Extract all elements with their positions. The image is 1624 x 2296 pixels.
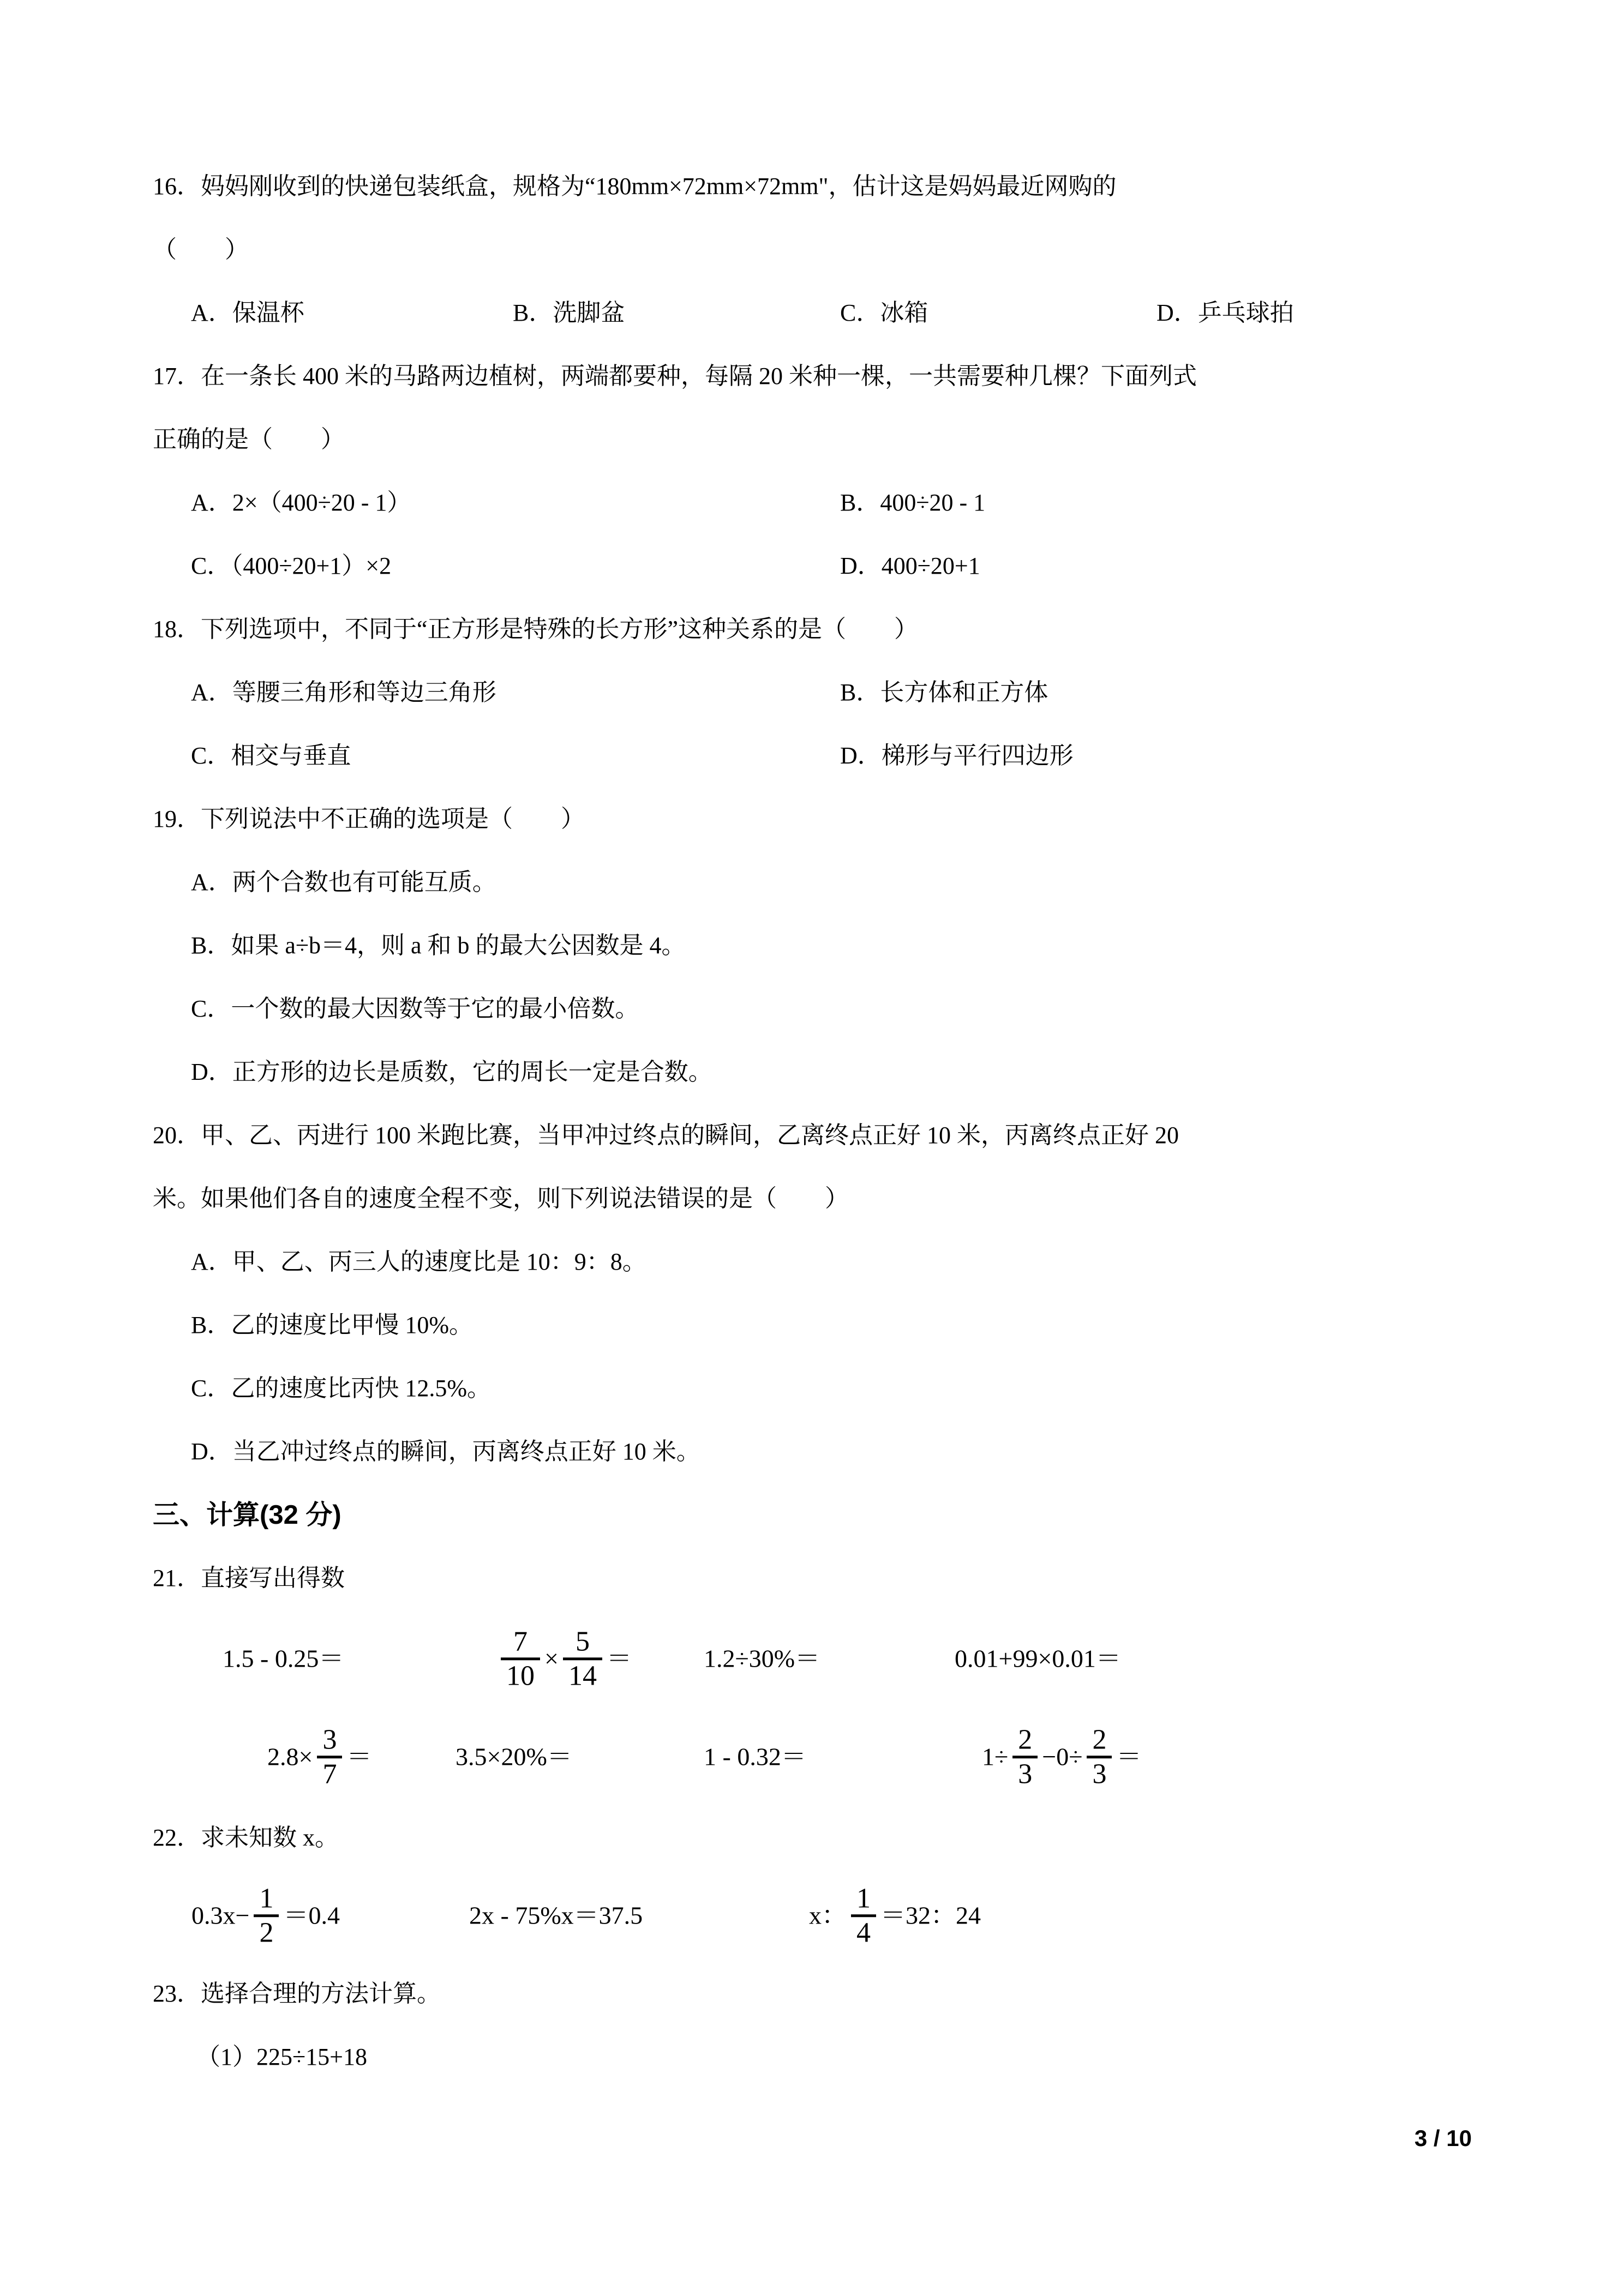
math-text: ×	[544, 1644, 559, 1673]
q21-expression-2	[496, 1626, 632, 1692]
question-22-line-1: 22．求未知数 x。	[153, 1824, 339, 1851]
question-17-line-2: 正确的是（ ）	[153, 426, 345, 453]
question-18-option-d: D．梯形与平行四边形	[840, 742, 1074, 769]
fraction	[851, 1883, 876, 1949]
q21-expression-6	[456, 1744, 572, 1771]
question-17-option-d: D．400÷20+1	[840, 552, 980, 579]
question-20-option-a-row	[153, 1230, 1478, 1294]
question-18-option-b: B．长方体和正方体	[840, 679, 1048, 706]
fraction-numerator: 1	[856, 1883, 871, 1914]
question-20-line-1: 20．甲、乙、丙进行 100 米跑比赛，当甲冲过终点的瞬间，乙离终点正好 10 米，丙离终点正好 20	[153, 1122, 1179, 1149]
question-19-option-b: B．如果 a÷b＝4，则 a 和 b 的最大公因数是 4。	[191, 932, 686, 959]
question-23-item-1: （1）225÷15+18	[196, 2043, 367, 2070]
question-16-options	[153, 281, 1478, 345]
math-text: 1.2÷30%＝	[704, 1644, 820, 1673]
question-18-option-c: C．相交与垂直	[191, 742, 351, 769]
question-19-option-d: D．正方形的边长是质数，它的周长一定是合数。	[191, 1059, 712, 1085]
fraction-numerator: 2	[1092, 1724, 1107, 1756]
question-17-option-a: A．2×（400÷20 - 1）	[191, 489, 411, 516]
question-21-row-2	[153, 1708, 1478, 1806]
question-20-option-d: D．当乙冲过终点的瞬间，丙离终点正好 10 米。	[191, 1438, 700, 1465]
fraction-denominator: 14	[563, 1658, 602, 1692]
question-20-option-d-row	[153, 1420, 1478, 1483]
question-21-row-1	[153, 1610, 1478, 1708]
page-number-current: 3	[1414, 2125, 1428, 2151]
math-text: 1÷	[982, 1742, 1009, 1771]
question-18-options-row-2	[153, 724, 1478, 788]
question-17-options-row-1	[153, 471, 1478, 534]
q22-equation-2	[469, 1902, 643, 1930]
question-20-option-b: B．乙的速度比甲慢 10%。	[191, 1312, 473, 1338]
page-number-total: 10	[1446, 2125, 1472, 2151]
fraction-numerator: 5	[575, 1626, 590, 1657]
fraction-denominator: 4	[851, 1915, 876, 1949]
fraction-denominator: 3	[1087, 1756, 1112, 1790]
math-text: 2.8×	[267, 1742, 313, 1771]
math-text: ＝	[1116, 1742, 1142, 1771]
fraction-denominator: 3	[1012, 1756, 1038, 1790]
question-16-line-1: 16．妈妈刚收到的快递包装纸盒，规格为“180mm×72mm×72mm"，估计这是妈妈最近网购的	[153, 173, 1117, 200]
fraction	[501, 1626, 540, 1692]
question-19-option-c-row	[153, 977, 1478, 1041]
fraction-denominator: 7	[317, 1756, 342, 1790]
fraction	[563, 1626, 602, 1692]
question-23-item-1-row	[153, 2025, 1478, 2089]
question-20-option-b-row	[153, 1294, 1478, 1357]
question-19-line-1: 19．下列说法中不正确的选项是（ ）	[153, 806, 585, 832]
section-header-calculation: 三、计算(32 分)	[153, 1500, 341, 1530]
fraction-numerator: 1	[259, 1883, 274, 1914]
question-17-options-row-2	[153, 534, 1478, 598]
q22-equation-3	[809, 1883, 981, 1949]
math-text: 0.01+99×0.01＝	[955, 1644, 1121, 1673]
question-19-option-a-row	[153, 851, 1478, 914]
question-16-option-b: B．洗脚盆	[513, 299, 625, 326]
exam-content	[153, 155, 1478, 2089]
question-19-option-c: C．一个数的最大因数等于它的最小倍数。	[191, 995, 639, 1022]
math-text: 3.5×20%＝	[456, 1742, 572, 1771]
question-22-row	[153, 1870, 1478, 1962]
question-20-line-2: 米。如果他们各自的速度全程不变，则下列说法错误的是（ ）	[153, 1185, 849, 1212]
fraction-denominator: 10	[501, 1658, 540, 1692]
question-20-option-c-row	[153, 1357, 1478, 1420]
q21-expression-7	[704, 1744, 806, 1771]
math-text: ＝	[606, 1644, 632, 1673]
fraction-numerator: 2	[1018, 1724, 1033, 1756]
math-text: 1.5 - 0.25＝	[223, 1644, 344, 1673]
question-17-option-c: C．（400÷20+1）×2	[191, 552, 392, 579]
question-23-line-1: 23．选择合理的方法计算。	[153, 1980, 441, 2007]
question-17-option-b: B．400÷20 - 1	[840, 489, 986, 516]
page-number-separator: /	[1427, 2125, 1447, 2151]
question-19-option-d-row	[153, 1041, 1478, 1104]
math-text: ＝32：24	[880, 1901, 981, 1930]
q21-expression-4	[955, 1645, 1121, 1673]
fraction-denominator: 2	[254, 1915, 279, 1949]
q21-expression-8	[982, 1724, 1141, 1790]
question-19-option-b-row	[153, 914, 1478, 977]
math-text: −0÷	[1042, 1742, 1083, 1771]
question-16-option-c: C．冰箱	[840, 299, 928, 326]
math-text: 2x - 75%x＝37.5	[469, 1901, 643, 1930]
math-text: x：	[809, 1901, 847, 1930]
fraction	[317, 1724, 342, 1790]
page-number	[1415, 2126, 1472, 2151]
fraction-numerator: 7	[513, 1626, 528, 1657]
fraction	[1012, 1724, 1038, 1790]
q21-expression-3	[704, 1645, 820, 1673]
fraction	[254, 1883, 279, 1949]
question-18-line-1: 18．下列选项中，不同于“正方形是特殊的长方形”这种关系的是（ ）	[153, 616, 919, 642]
q21-expression-5	[267, 1724, 371, 1790]
math-text: 0.3x−	[191, 1901, 250, 1930]
question-20-option-a: A．甲、乙、丙三人的速度比是 10：9：8。	[191, 1248, 646, 1275]
question-20-option-c: C．乙的速度比丙快 12.5%。	[191, 1375, 491, 1402]
q21-expression-1	[223, 1645, 344, 1673]
q22-equation-1	[191, 1883, 340, 1949]
question-18-options-row-1	[153, 661, 1478, 724]
math-text: ＝	[346, 1742, 372, 1771]
question-19-option-a: A．两个合数也有可能互质。	[191, 869, 496, 895]
question-16-option-d: D．乒乓球拍	[1156, 299, 1294, 326]
question-17-line-1: 17．在一条长 400 米的马路两边植树，两端都要种，每隔 20 米种一棵，一共需要种几棵？下面列式	[153, 363, 1197, 389]
question-18-option-a: A．等腰三角形和等边三角形	[191, 679, 496, 706]
question-21-line-1: 21．直接写出得数	[153, 1565, 345, 1591]
question-16-option-a: A．保温杯	[191, 299, 304, 326]
question-16-line-2: （ ）	[153, 236, 249, 263]
math-text: 1 - 0.32＝	[704, 1742, 806, 1771]
fraction	[1087, 1724, 1112, 1790]
fraction-numerator: 3	[322, 1724, 337, 1756]
math-text: ＝0.4	[283, 1901, 340, 1930]
